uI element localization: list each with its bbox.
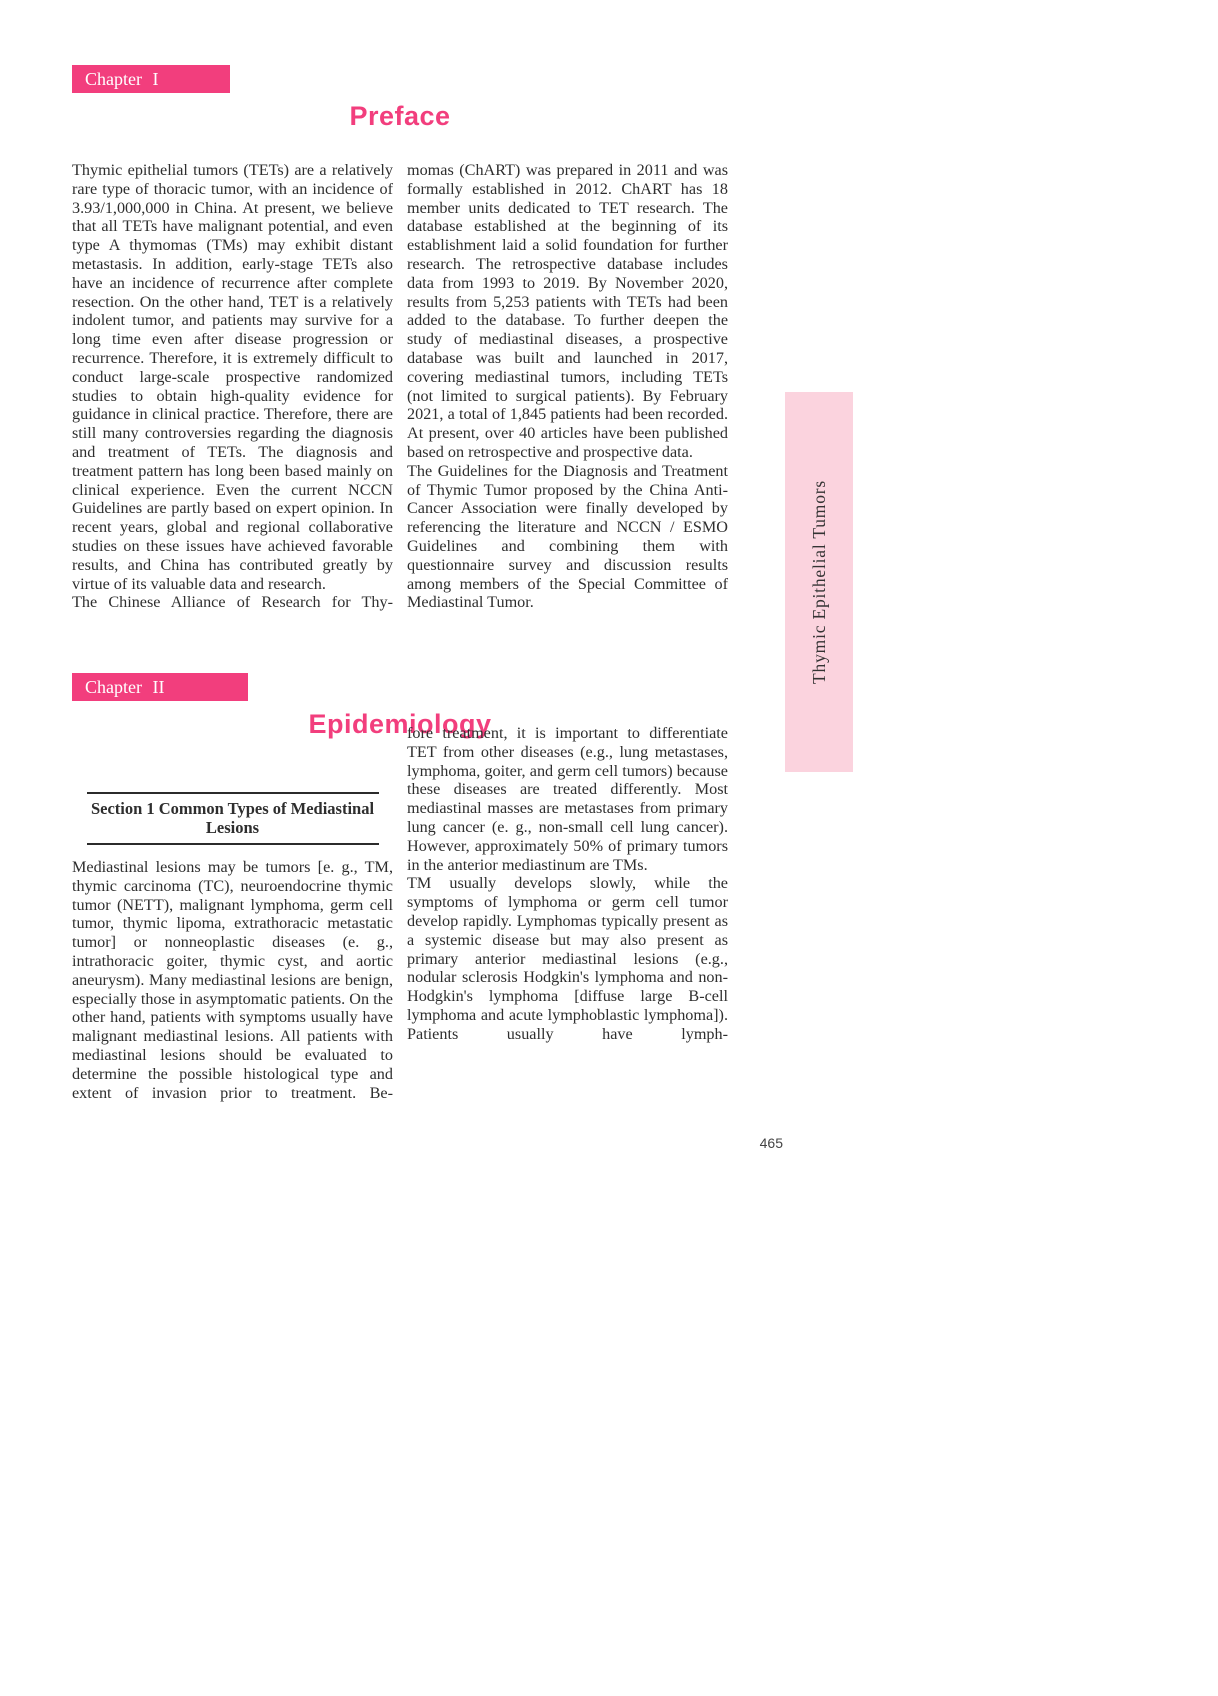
- epidemiology-column-right: [407, 724, 728, 1044]
- preface-column-right: [407, 161, 728, 612]
- paragraph: Thymic epithelial tumors (TETs) are a relatively rare type of thoracic tumor, with an incidence of 3.93/1,000,000 in China. At present, we believe that all TETs have malignant potential, and even type A thymomas (TMs) may exhibit distant metastasis. In addition, early-stage TETs also have an incidence of recurrence after complete resection. On the other hand, TET is a relatively indolent tumor, and patients may survive for a long time even after disease progression or recurrence. Therefore, it is extremely difficult to conduct large-scale prospective randomized studies to obtain high-quality evidence for guidance in clinical practice. Therefore, there are still many controversies regarding the diagnosis and treatment of TETs. The diagnosis and treatment pattern has long been based mainly on clinical experience. Even the current NCCN Guidelines are partly based on expert opinion. In recent years, global and regional collaborative studies on these issues have achieved favorable results, and China has contributed greatly by virtue of its valuable data and research.: [72, 161, 393, 593]
- edge-tab-label: Thymic Epithelial Tumors: [808, 480, 829, 684]
- chapter-1-title: Preface: [349, 101, 451, 131]
- page-number: 465: [759, 1135, 783, 1151]
- chapter-1-banner: Chapter I: [72, 65, 230, 93]
- edge-tab-thymic-epithelial-tumors: [785, 392, 853, 772]
- paragraph: Mediastinal lesions may be tumors [e. g., TM, thymic carcinoma (TC), neuroendocrine thymic tumor (NETT), malignant lymphoma, germ cell tumor, thymic lipoma, extrathoracic metastatic tumor] or nonneoplastic diseases (e. g., intrathoracic goiter, thymic cyst, and aortic aneurysm). Many mediastinal lesions are benign, especially those in asymptomatic patients. On the other hand, patients with symptoms usually have malignant mediastinal lesions. All patients with mediastinal lesions should be evaluated to determine the possible histological type and extent of invasion prior to treatment. Be-: [72, 858, 393, 1102]
- section-1-heading: Section 1 Common Types of Mediastinal Lesions: [87, 792, 379, 845]
- paragraph: The Chinese Alliance of Research for Thy-: [72, 593, 393, 612]
- chapter-2-title: Epidemiology: [308, 709, 492, 739]
- chapter-2-banner: Chapter II: [72, 673, 248, 701]
- paragraph: TM usually develops slowly, while the symptoms of lymphoma or germ cell tumor develop rapidly. Lymphomas typically present as a systemic disease but may also present as primary anterior mediastinal lesions (e.g., nodular sclerosis Hodgkin's lymphoma and non-Hodgkin's lymphoma [diffuse large B-cell lymphoma and acute lymphoblastic lymphoma]). Patients usually have lymph-: [407, 874, 728, 1043]
- paragraph: momas (ChART) was prepared in 2011 and was formally established in 2012. ChART has 18 member units dedicated to TET research. The database established at the beginning of its establishment laid a solid foundation for further research. The retrospective database includes data from 1993 to 2019. By November 2020, results from 5,253 patients with TETs had been added to the database. To further deepen the study of mediastinal diseases, a prospective database was built and launched in 2017, covering mediastinal tumors, including TETs (not limited to surgical patients). By February 2021, a total of 1,845 patients had been recorded. At present, over 40 articles have been published based on retrospective and prospective data.: [407, 161, 728, 461]
- preface-column-left: [72, 161, 393, 612]
- epidemiology-column-left: [72, 792, 393, 1102]
- paragraph: fore treatment, it is important to differentiate TET from other diseases (e.g., lung metastases, lymphoma, goiter, and germ cell tumors) because these diseases are treated differently. Most mediastinal masses are metastases from primary lung cancer (e. g., non-small cell lung cancer). However, approximately 50% of primary tumors in the anterior mediastinum are TMs.: [407, 724, 728, 874]
- paragraph: The Guidelines for the Diagnosis and Treatment of Thymic Tumor proposed by the China Anti-Cancer Association were finally developed by referencing the literature and NCCN / ESMO Guidelines and combining them with questionnaire survey and discussion results among members of the Special Committee of Mediastinal Tumor.: [407, 461, 728, 612]
